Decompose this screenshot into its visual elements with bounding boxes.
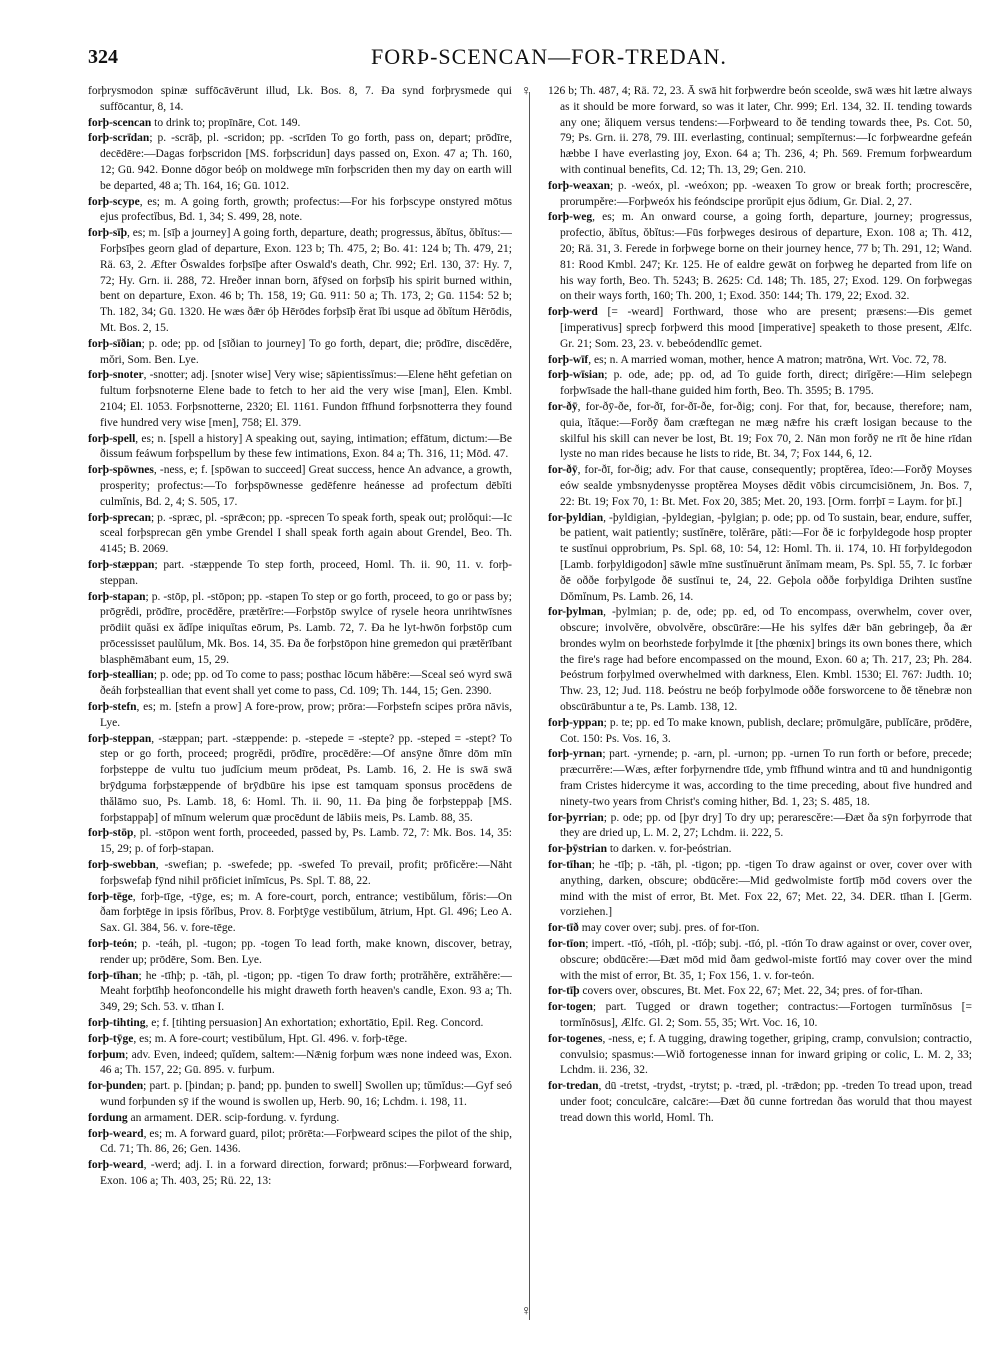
entry-text: , -werd; adj. I. in a forward direction, forward; prōnus:—Forþweard forward, Exon. 106 a; Th. 403, 25; Rü. 22, 13:	[100, 1159, 512, 1187]
entry-text: , -ness, e; f. A tugging, drawing together, griping, cramp, convulsion; contractio, convulsio; spasmus:—Wið fortogenesse innan for inward griping or colic, L. M. 2, 33; Lchdm. ii. 236, 32.	[560, 1032, 972, 1077]
entry-headword: forþ-weg	[548, 211, 593, 224]
entry-headword: forþum	[88, 1048, 126, 1061]
entry-headword: for-þȳstrian	[548, 843, 607, 856]
entry-headword: forþ-wīf	[548, 353, 589, 366]
entry-text: ; p. -scrāþ, pl. -scridon; pp. -scrīden To go forth, pass on, depart; prōdīre, decēdēre:—Dagas forþscridon [MS. forþscridun] days passed on, Exon. 47 a; Th. 160, 12; Gū. 942. Ðonne dōgor beóþ on moldwege mīn forþscriden then my day on earth will be departed, 48 a; Th. 164, 16; Gū. 1012.	[100, 132, 512, 192]
right-column	[548, 84, 972, 1320]
entry-text: , es; m. [stefn a prow] A fore-prow, prow; prōra:—Forþstefn scipes prōra nāvis, Lye.	[100, 701, 512, 729]
entry-headword: for-tīhan	[548, 859, 592, 872]
entry-text: ; part. p. [þindan; p. þand; pp. þunden to swell] Swollen up; tŭmĭdus:—Gyf seó wund forþunden sȳ if the wound is swollen up, Herb. 90, 16; Lchdm. i. 198, 11.	[100, 1080, 512, 1108]
entry-text: , -stæppan; part. -stæppende: p. -stepede = -stepte? pp. -steped = -stept? To step or go forth, proceed; progrĕdi, prōdīre, procēdĕre:—Of ansȳne ðīnre dōm mīn forþsteppe de vultu tuo judĭcium meum prōdeat, Ps. Lamb. 16, 2. He is swā swā brȳdguma forþstæppende of brȳdbūre his ipse est tamquam sponsus procēdens de thălāmo suo, Ps. Lamb. 18, 6: Homl. Th. ii. 90, 11. Ða þing ðe forþsteppaþ [MS. forþstappaþ] of mīnum welerum quæ procēdunt de lābiis meis, Ps. Lamb. 88, 35.	[100, 732, 512, 824]
dictionary-entry	[548, 179, 972, 211]
entry-headword: fordung	[88, 1111, 128, 1124]
dictionary-entry	[548, 400, 972, 463]
left-column	[88, 84, 512, 1320]
entry-headword: forþ-yppan	[548, 716, 604, 729]
entry-text: [= -weard] Forthward, those who are present; præsens:—Ðis gemet [imperativus] sprecþ forþwerd this mood [imperative] speaketh to those present, Ælfc. Gr. 21; Som. 23, 23. v. bebeódendlīc gemet.	[560, 306, 972, 350]
entry-text: ; adv. Even, indeed; quĭdem, saltem:—Nǣnig forþum wæs none indeed was, Exon. 46 a; Th. 157, 22; Gū. 895. v. furþum.	[100, 1048, 512, 1077]
entry-headword: forþ-wīsian	[548, 369, 605, 382]
entry-headword: forþ-scrīdan	[88, 132, 150, 145]
dictionary-entry	[88, 432, 512, 464]
entry-headword: forþ-tȳge	[88, 1032, 134, 1045]
entry-text: ; p. ode; pp. od [þyr dry] To dry up; perarescĕre:—Ðæt ða sȳn forþyrrode that they are dried up, L. M. 2, 27; Lchdm. ii. 222, 5.	[560, 811, 972, 840]
dictionary-entry	[548, 463, 972, 510]
entry-text: to darken. v. for-þeóstrian.	[606, 843, 732, 856]
dictionary-entry	[548, 937, 972, 984]
dictionary-entry	[88, 826, 512, 858]
two-column-body	[88, 84, 974, 1320]
entry-headword: forþ-sprecan	[88, 511, 152, 524]
dictionary-entry	[88, 131, 512, 194]
dictionary-entry	[88, 511, 512, 558]
entry-text: ; he -tīþ; p. -tāh, pl. -tigon; pp. -tigen To draw against or over, cover over with anything, darken, obscure; obdūcĕre:—Mid gedwolmiste fortīþ mōd covers over the mind with the mist of error, Bt. Met. Fox 22, 67; Met. 22, 34. DER. tīhan I. [Germ. vorziehen.]	[560, 859, 972, 919]
dictionary-entry	[548, 747, 972, 810]
entry-text: may cover over; subj. pres. of for-tīon.	[578, 922, 760, 935]
dictionary-entry	[88, 1048, 512, 1080]
entry-headword: for-ðȳ	[548, 400, 578, 413]
entry-headword: forþ-spōwnes	[88, 464, 154, 477]
dictionary-entry	[88, 969, 512, 1016]
dictionary-entry	[88, 463, 512, 510]
entry-headword: forþ-tihting	[88, 1017, 146, 1030]
entry-headword: forþ-scype	[88, 195, 140, 208]
entry-headword: for-tredan	[548, 1080, 599, 1093]
entry-headword: for-þylman	[548, 606, 604, 619]
running-head: FORÞ-SCENCAN—FOR-TREDAN.	[371, 44, 727, 69]
entry-headword: forþ-weard	[88, 1159, 144, 1172]
entry-headword: forþ-stæppan	[88, 558, 155, 571]
dictionary-entry	[548, 353, 972, 369]
entry-text: ; p. -teáh, pl. -tugon; pp. -togen To lead forth, make known, discover, betray, render up; prōdēre, Som. Ben. Lye.	[100, 938, 512, 966]
entry-headword: for-þyldian	[548, 511, 604, 524]
entry-text: 126 b; Th. 487, 4; Rä. 72, 23. Ā swā hit forþwerdre beón sceolde, swā wæs hit lætre always as it should be more forward, so was it later, Chr. 999; Erl. 134, 32. II. tending towards any one; ăliquem versus tendens:—Forþweard to ðē tending towards thee, Ps. Cot. 50, 79; Ps. Grn. ii. 278, 79. III. everlasting, continual; sempĭternus:—Ic forþweardne gefeán hæbbe I have everlasting joy, Exon. 64 a; Th. 236, 4; Ph. 569. Fremum forþweardum with continual benefits, Cd. 12; Th. 13, 29; Gen. 210.	[548, 85, 972, 176]
dictionary-entry	[548, 858, 972, 921]
entry-text: , es; m. A forward guard, pilot; prōrēta:—Forþweard scipes the pilot of the ship, Cd. 71; Th. 86, 26; Gen. 1436.	[100, 1127, 512, 1156]
dictionary-entry	[548, 921, 972, 937]
dictionary-entry	[88, 226, 512, 337]
entry-text: ; he -tīhþ; p. -tāh, pl. -tigon; pp. -tigen To draw forth; protrăhĕre, extrăhĕre:—Meaht forþtīhþ heofoncondelle his might draweth forth heaven's candle, Exon. 93 a; Th. 349, 29; Sch. 53. v. tīhan I.	[100, 969, 512, 1014]
entry-text: , -þyldigian, -þyldegian, -þylgian; p. ode; pp. od To sustain, bear, endure, suffer, be patient, wait patiently; sustĭnēre, tolĕrāre, păti:—For ðē ic forþyldegode hosp propter te sustĭnui opprobrium, Ps. Spl. 68, 10: 54, 12: Homl. Th. ii. 174, 10. Hī forþyldegodon [Lamb. forþyldigodon] sāwle mīne sustĭnuērunt ănĭmam meam, Ps. Spl. 55, 7. Ic forbær ðē oððe forþylgode ðē sustĭnui te, 24, 22. Geþola oððe forþyldiga Drihten sustĭne Dŏmĭnum, Ps. Lamb. 26, 14.	[560, 511, 972, 603]
entry-headword: for-togenes	[548, 1032, 603, 1045]
entry-text: , es; m. [sīþ a journey] A going forth, departure, death; progressus, ăbĭtus, ŏbĭtus:—Forþsīþes georn glad of departure, Exon. 123 b; Th. 475, 2; Bo. 41: 124 b; Th. 479, 21; Rä. 63, 2. Æfter Ōswaldes forþsīþe after Oswald's death, Chr. 992; Erl. 130, 37: Hy. 7, 72; Hy. Grn. ii. 288, 72. Hreðer innan born, āfȳsed on forþsīþ his spirit burned within, bent on departure, Exon. 46 b; Th. 158, 19; Gū. 911: 50 a; Th. 173, 2; Gū. 1154: 52 b; Th. 182, 34; Gū. 1320. He wæs ðǣr óþ Hērōdes forþsīþ ĕrat ĭbi usque ad ŏbĭtum Hērōdis, Mt. Bos. 2, 15.	[100, 227, 512, 334]
entry-text: , es; m. An onward course, a going forth, departure, journey; progressus, profectio, ăbĭtus, ŏbĭtus:—Fūs forþweges desirous of departure, Exon. 108 a; Th. 412, 20; Rä. 31, 3. Ferede in forþwege borne on their journey hence, 77 b; Th. 291, 12; Wand. 81: Rood Kmbl. 247; Kr. 125. He of ealdre gewāt on forþweg he departed from life on his way forth, Beo. Th. 5243; B. 2625: Cd. 148; Th. 185, 27; Exod. 129. On forþwegas on their ways forth, 160; Th. 200, 1; Exod. 350: 144; Th. 179, 22; Exod. 32.	[560, 211, 972, 303]
entry-headword: for-tīð	[548, 922, 579, 935]
dictionary-entry	[548, 84, 972, 179]
entry-headword: forþ-tīhan	[88, 969, 139, 982]
entry-text: ; part. -stæppende To step forth, proceed, Homl. Th. ii. 90, 11. v. forþ-steppan.	[100, 558, 512, 587]
entry-headword: forþ-yrnan	[548, 748, 603, 761]
entry-text: , es; m. A fore-court; vestibŭlum, Hpt. Gl. 496. v. forþ-tēge.	[133, 1032, 408, 1045]
entry-headword: forþ-scencan	[88, 116, 152, 129]
entry-headword: for-þyrrian	[548, 811, 604, 824]
entry-text: ; p. -weóx, pl. -weóxon; pp. -weaxen To grow or break forth; procrescĕre, prorumpĕre:—Forþweóx his feóndscipe prorŭpit ejus ŏdium, Gr. Dial. 2, 27.	[560, 179, 972, 208]
dictionary-entry	[548, 1079, 972, 1126]
entry-text: ; p. ode; pp. od To come to pass; posthac lōcum hăbēre:—Sceal seó wyrd swā ðeáh forþsteallian that event shall yet come to pass, Cd. 109; Th. 144, 15; Gen. 2390.	[100, 669, 512, 698]
entry-headword: forþ-tēge	[88, 890, 133, 903]
entry-text: forþrysmodon spinæ suffōcāvērunt illud, Lk. Bos. 8, 7. Ða synd forþrysmede qui suffōcantur, 8, 14.	[88, 85, 512, 113]
entry-headword: for-þunden	[88, 1080, 144, 1093]
binding-mark-top: ♀	[521, 84, 532, 99]
dictionary-entry	[88, 1127, 512, 1159]
dictionary-entry	[88, 1032, 512, 1048]
entry-headword: forþ-swebban	[88, 859, 156, 872]
entry-text: ; impert. -tīó, -tīóh, pl. -tīóþ; subj. -tīó, pl. -tīón To draw against or over, cover over, obscure; obdūcĕre:—Ðæt mōd mid ðam gedwol-miste fortīó may cover over the mind with the mist of error, Bt. 35, 1; Fox 156, 1. v. for-teón.	[560, 938, 972, 982]
dictionary-entry	[548, 811, 972, 843]
entry-text: ; p. ode, ade; pp. od, ad To guide forth, direct; dirĭgĕre:—Him seleþegn forþwīsade the hall-thane guided him forth, Beo. Th. 3595; B. 1795.	[560, 369, 972, 398]
entry-text: ; part. -yrnende; p. -arn, pl. -urnon; pp. -urnen To run forth or before, precede; præcurrĕre:—Wæs, æfter forþyrnendre tīde, ymb fīfhund wintra and tū and hundnigontig fram Cristes hidercyme it was, according to the time preceding, about five hundred and ninety-two years from Christ's coming hither, Bd. 1, 23; S. 485, 18.	[560, 748, 972, 808]
dictionary-entry	[548, 1032, 972, 1079]
entry-headword: for-togen	[548, 1001, 593, 1014]
entry-text: , -swefian; p. -swefede; pp. -swefed To prevail, profit; prōficĕre:—Nāht forþswefaþ fȳnd nihil prōficiet inĭmīcus, Ps. Spl. T. 88, 22.	[100, 859, 512, 887]
dictionary-entry	[88, 700, 512, 732]
binding-mark-bottom: ♀	[521, 1304, 532, 1319]
entry-text: , for-ðȳ-ðe, for-ðī, for-ðī-ðe, for-ðig; conj. For that, for, because, therefore; nam, quia, ĭtăque:—Forðȳ ðam cræftegan ne mæg nǣfre his cræft losigan because to the skilful his skill can never be lost, Bt. 19; Fox 70, 2. Nān mon forðȳ ne rīt ðe hine rīdan lyste no man rides because he lists to ride, Bt. 34, 7; Fox 144, 6, 12.	[560, 400, 972, 461]
entry-text: , es; n. [spell a history] A speaking out, saying, intimation; effātum, dictum:—Be ðissum feáwum forþspellum by these few intimations, Exon. 84 a; Th. 316, 11; Mōd. 47.	[100, 432, 512, 461]
entry-text: , for-ðī, for-ðig; adv. For that cause, consequently; proptĕrea, ĭdeo:—Forðȳ Moyses eów sealde ymbsnydenysse proptĕrea Moyses dĕdit vōbis circumcisiōnem, Jn. Bos. 7, 22: Bt. 19; Fox 70, 1: Bt. Met. Fox 20, 385; Met. 20, 193. [Orm. forrþī = Laym. for þī.]	[560, 464, 972, 508]
entry-headword: for-tīon	[548, 938, 586, 951]
entry-text: , -ness, e; f. [spōwan to succeed] Great success, hence An advance, a growth, prosperity; profectus:—To forþspōwnesse gedēfenre heánesse ad profectum dēbĭti culmĭnis, Bd. 2, 4; S. 505, 17.	[100, 464, 512, 508]
entry-text: ; part. Tugged or drawn together; contractus:—Fortogen turmĭnōsus [= tormĭnōsus], Ælfc. Gl. 2; Som. 55, 35; Wrt. Voc. 16, 10.	[560, 1001, 972, 1030]
entry-text: , dū -tretst, -trydst, -trytst; p. -træd, pl. -trǣdon; pp. -treden To tread upon, tread under foot; conculcāre, calcāre:—Ðæt ðū cunne fortredan ðas woruld that thou mayest tread down this world, Homl. Th.	[560, 1080, 972, 1124]
dictionary-entry	[88, 937, 512, 969]
dictionary-entry	[548, 368, 972, 400]
entry-headword: forþ-weard	[88, 1127, 144, 1140]
dictionary-entry	[548, 305, 972, 352]
entry-text: , es; m. A going forth, growth; profectus:—For his forþscype onstyred mōtus ejus profectĭbus, Bd. 1, 34; S. 499, 28, note.	[100, 195, 512, 224]
entry-headword: forþ-steppan	[88, 732, 152, 745]
dictionary-entry	[88, 195, 512, 227]
dictionary-entry	[548, 511, 972, 606]
entry-text: , -þylmian; p. de, ode; pp. ed, od To encompass, overwhelm, cover over, obscure; involvĕre, obvolvĕre, obscūrāre:—He his sylfes dǣr bān gebringeþ, ða ǣr brondes wylm on beorhstede forþylmde it [the phœnix] brings its own bones there, which the fire's rage had before encompassed on the mound, Exon. 60 a; Th. 217, 23; Ph. 284. Þeóstrum forþylmed overwhelmed with darkness, Elen. Kmbl. 1530; El. 767: Judth. 10; Thw. 23, 12; Jud. 118. Þeóstru ne beóþ forþylmode oððe forsworcene to ðē tĕnebræ non obscūrābuntur a te, Ps. Lamb. 138, 12.	[560, 606, 972, 714]
dictionary-entry	[88, 368, 512, 431]
entry-headword: forþ-spell	[88, 432, 136, 445]
dictionary-entry	[88, 1016, 512, 1032]
dictionary-entry	[88, 1079, 512, 1111]
dictionary-entry	[88, 84, 512, 116]
entry-headword: for-tīþ	[548, 985, 580, 998]
entry-headword: forþ-teón	[88, 938, 134, 951]
entry-headword: forþ-steallian	[88, 669, 154, 682]
entry-text: ; p. -spræc, pl. -sprǣcon; pp. -sprecen To speak forth, speak out; prolŏqui:—Ic sceal forþsprecan gēn ymbe Grendel I shall speak forth again about Grendel, Beo. Th. 4145; B. 2069.	[100, 511, 512, 556]
dictionary-entry	[88, 858, 512, 890]
entry-headword: forþ-stefn	[88, 701, 137, 714]
dictionary-entry	[88, 558, 512, 590]
dictionary-entry	[548, 842, 972, 858]
entry-headword: forþ-sīðian	[88, 337, 142, 350]
page-number: 324	[88, 46, 118, 68]
entry-headword: forþ-stapan	[88, 590, 146, 603]
dictionary-entry	[548, 716, 972, 748]
entry-text: , e; f. [tihting persuasion] An exhortation; exhortātio, Epil. Reg. Concord.	[145, 1017, 484, 1030]
entry-text: , pl. -stōpon went forth, proceeded, passed by, Ps. Lamb. 72, 7: Mk. Bos. 14, 35: 15, 29; p. of forþ-stapan.	[100, 827, 512, 856]
dictionary-entry	[548, 605, 972, 716]
page-header	[88, 42, 970, 72]
entry-text: ; p. -stōp, pl. -stōpon; pp. -stapen To step or go forth, proceed, to go or pass by; prōgrĕdi, prōdīre, procēdĕre, prætĕrīre:—Forþstōp swylce of rysele heora unrihtwīsnes prōdiit quăsi ex ădĭpe iniquĭtas eōrum, Ps. Lamb. 72, 7. Ða he lyt-hwōn forþstōp cum prōcessisset paulŭlum, Mk. Bos. 14, 35. Ða ðe forþstōpon hine gremedon qui prætĕrībant blasphēmābant eum, 15, 29.	[100, 590, 512, 666]
entry-headword: forþ-weaxan	[548, 179, 610, 192]
dictionary-entry	[88, 732, 512, 827]
dictionary-entry	[88, 590, 512, 669]
entry-headword: forþ-sīþ	[88, 227, 127, 240]
entry-text: , forþ-tīge, -tȳge, es; m. A fore-court, porch, entrance; vestibŭlum, fŏris:—On ðam forþtēge in ipsis fŏrĭbus, Prov. 8. Forþtȳge vestibŭlum, ātrium, Hpt. Gl. 496; Leo A. Sax. Gl. 384, 56. v. fore-tēge.	[100, 890, 512, 935]
dictionary-entry	[88, 668, 512, 700]
dictionary-entry	[548, 1000, 972, 1032]
entry-headword: forþ-stōp	[88, 827, 134, 840]
dictionary-entry	[88, 1111, 512, 1127]
entry-text: ; p. te; pp. ed To make known, publish, declare; prōmulgāre, publĭcāre, prōdēre, Cot. 150: Ps. Vos. 16, 3.	[560, 716, 972, 745]
entry-text: ; p. ode; pp. od [sīðian to journey] To go forth, depart, die; prōdīre, discēdĕre, mŏri, Som. Ben. Lye.	[100, 337, 512, 366]
dictionary-entry	[88, 1158, 512, 1190]
dictionary-entry	[548, 984, 972, 1000]
entry-headword: forþ-werd	[548, 306, 598, 319]
dictionary-entry	[88, 890, 512, 937]
entry-headword: for-ðȳ	[548, 464, 578, 477]
entry-text: , -snotter; adj. [snoter wise] Very wise; sāpientissĭmus:—Elene hēht gefetian on fultum forþsnoterne Elene bade to fetch to her aid the very wise [man], Elen. Kmbl. 2104; El. 1053. Forþsnotterne, 2320; El. 1161. Fundon fīfhund forþsnotterra they found five hundred very wise [men], 758; El. 379.	[100, 369, 512, 429]
entry-text: to drink to; propīnāre, Cot. 149.	[151, 116, 301, 129]
entry-text: an armament. DER. scip-fordung. v. fyrdung.	[127, 1111, 340, 1124]
entry-text: , es; n. A married woman, mother, hence A matron; matrōna, Wrt. Voc. 72, 78.	[588, 353, 947, 366]
column-divider	[529, 92, 530, 1320]
dictionary-entry	[88, 116, 512, 132]
dictionary-entry	[88, 337, 512, 369]
dictionary-entry	[548, 210, 972, 305]
entry-text: covers over, obscures, Bt. Met. Fox 22, 67; Met. 22, 34; pres. of for-tīhan.	[579, 985, 923, 998]
entry-headword: forþ-snoter	[88, 369, 144, 382]
